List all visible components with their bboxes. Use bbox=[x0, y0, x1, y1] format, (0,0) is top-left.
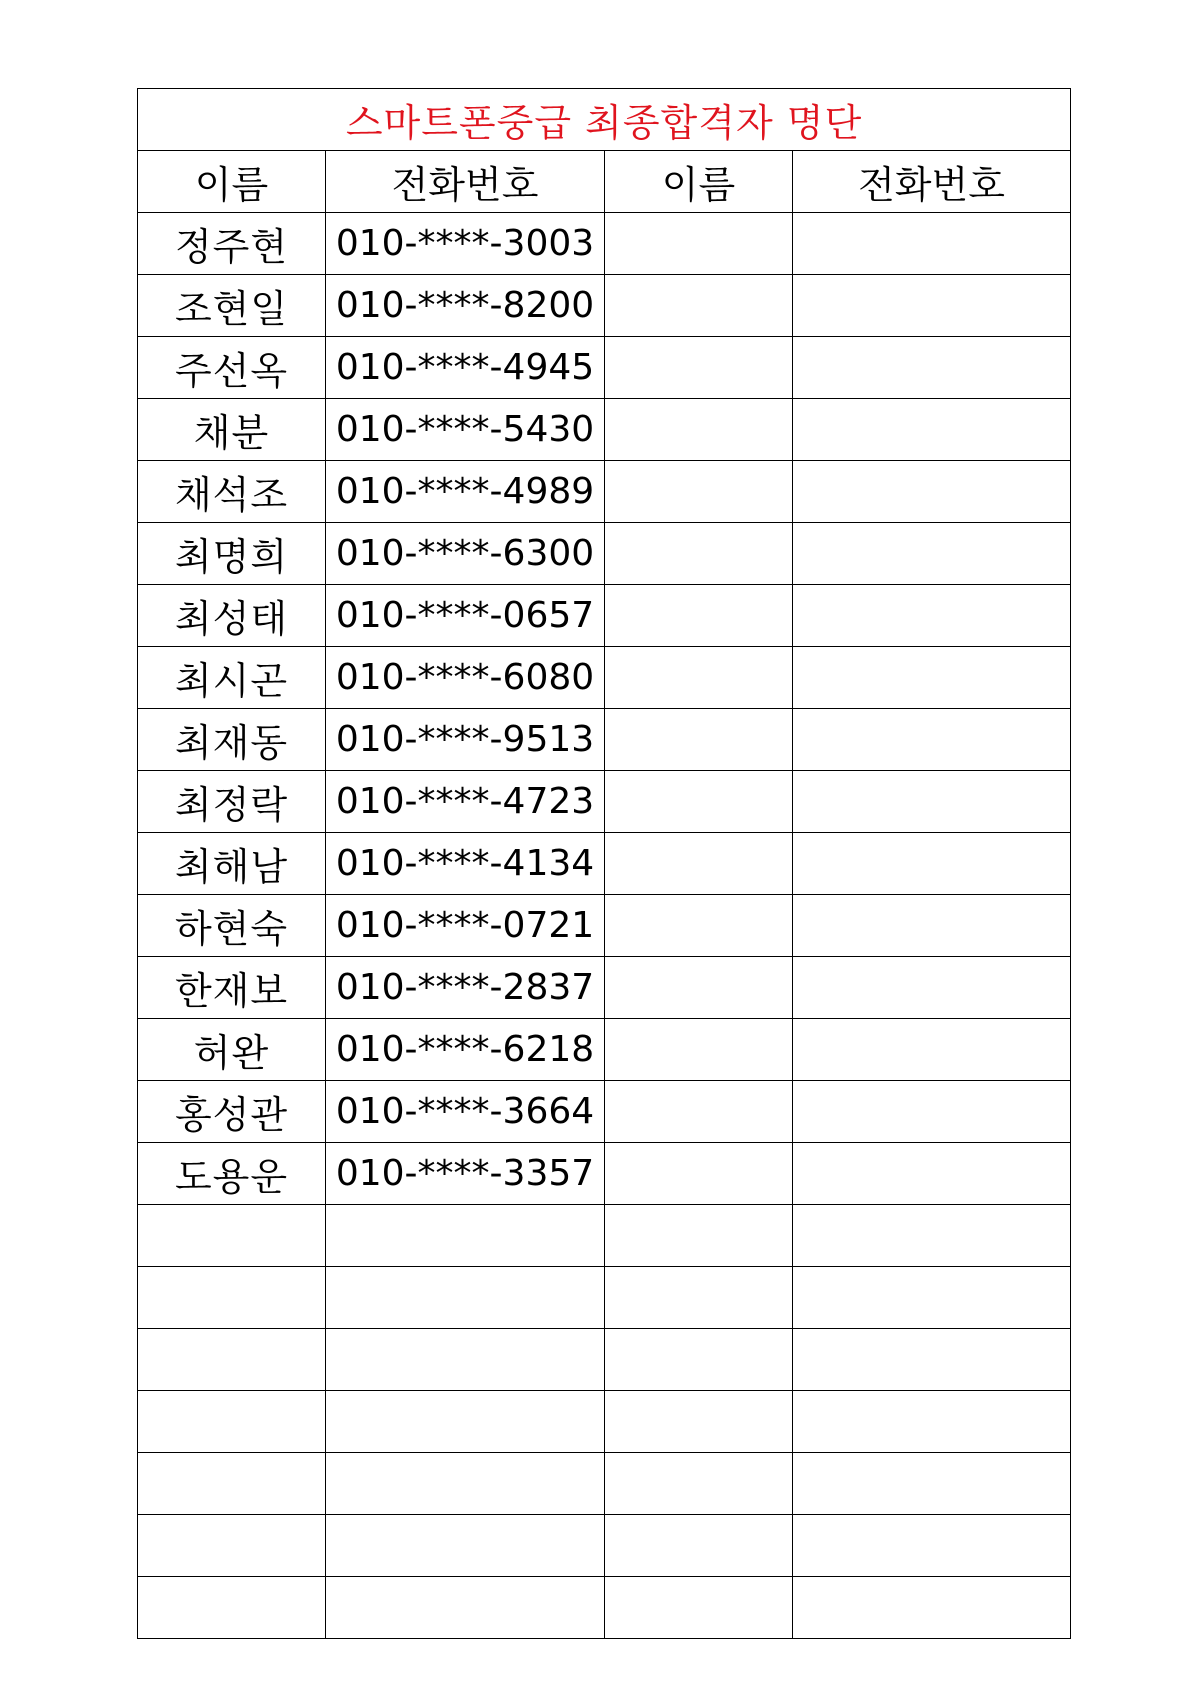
empty-name-cell bbox=[605, 771, 793, 833]
name-cell: 최시곤 bbox=[138, 647, 326, 709]
table-row bbox=[138, 275, 1071, 337]
name-cell: 채분 bbox=[138, 399, 326, 461]
empty-cell bbox=[138, 1329, 326, 1391]
empty-cell bbox=[793, 1515, 1071, 1577]
title-row bbox=[138, 89, 1071, 151]
empty-phone-cell bbox=[793, 709, 1071, 771]
empty-row bbox=[138, 1329, 1071, 1391]
name-cell: 홍성관 bbox=[138, 1081, 326, 1143]
phone-cell: 010-****-4989 bbox=[326, 461, 605, 523]
table-row bbox=[138, 1081, 1071, 1143]
roster-table bbox=[137, 88, 1071, 1639]
name-cell: 채석조 bbox=[138, 461, 326, 523]
empty-row bbox=[138, 1391, 1071, 1453]
empty-cell bbox=[326, 1267, 605, 1329]
empty-name-cell bbox=[605, 337, 793, 399]
empty-name-cell bbox=[605, 275, 793, 337]
phone-cell: 010-****-4945 bbox=[326, 337, 605, 399]
empty-name-cell bbox=[605, 647, 793, 709]
name-cell: 한재보 bbox=[138, 957, 326, 1019]
phone-cell: 010-****-2837 bbox=[326, 957, 605, 1019]
roster-body bbox=[138, 213, 1071, 1639]
empty-phone-cell bbox=[793, 895, 1071, 957]
table-row bbox=[138, 461, 1071, 523]
header-row bbox=[138, 151, 1071, 213]
phone-cell: 010-****-0721 bbox=[326, 895, 605, 957]
name-cell: 도용운 bbox=[138, 1143, 326, 1205]
phone-cell: 010-****-3664 bbox=[326, 1081, 605, 1143]
empty-name-cell bbox=[605, 461, 793, 523]
empty-phone-cell bbox=[793, 399, 1071, 461]
phone-cell: 010-****-6080 bbox=[326, 647, 605, 709]
empty-name-cell bbox=[605, 895, 793, 957]
empty-cell bbox=[326, 1391, 605, 1453]
empty-cell bbox=[326, 1205, 605, 1267]
phone-cell: 010-****-8200 bbox=[326, 275, 605, 337]
empty-row bbox=[138, 1267, 1071, 1329]
empty-name-cell bbox=[605, 585, 793, 647]
empty-name-cell bbox=[605, 1143, 793, 1205]
empty-cell bbox=[605, 1267, 793, 1329]
empty-phone-cell bbox=[793, 213, 1071, 275]
empty-phone-cell bbox=[793, 275, 1071, 337]
table-row bbox=[138, 585, 1071, 647]
phone-cell: 010-****-6218 bbox=[326, 1019, 605, 1081]
empty-cell bbox=[605, 1577, 793, 1639]
empty-row bbox=[138, 1205, 1071, 1267]
empty-row bbox=[138, 1515, 1071, 1577]
table-title: 스마트폰중급 최종합격자 명단 bbox=[138, 89, 1071, 151]
name-cell: 주선옥 bbox=[138, 337, 326, 399]
header-phone-left: 전화번호 bbox=[326, 151, 605, 213]
name-cell: 최재동 bbox=[138, 709, 326, 771]
table-row bbox=[138, 957, 1071, 1019]
empty-cell bbox=[605, 1515, 793, 1577]
empty-name-cell bbox=[605, 1019, 793, 1081]
phone-cell: 010-****-6300 bbox=[326, 523, 605, 585]
phone-cell: 010-****-0657 bbox=[326, 585, 605, 647]
header-name-right: 이름 bbox=[605, 151, 793, 213]
empty-name-cell bbox=[605, 709, 793, 771]
empty-cell bbox=[605, 1205, 793, 1267]
table-row bbox=[138, 399, 1071, 461]
empty-name-cell bbox=[605, 957, 793, 1019]
phone-cell: 010-****-9513 bbox=[326, 709, 605, 771]
name-cell: 최성태 bbox=[138, 585, 326, 647]
roster-sheet bbox=[137, 88, 1070, 1639]
phone-cell: 010-****-4134 bbox=[326, 833, 605, 895]
name-cell: 허완 bbox=[138, 1019, 326, 1081]
name-cell: 조현일 bbox=[138, 275, 326, 337]
table-row bbox=[138, 337, 1071, 399]
empty-cell bbox=[793, 1453, 1071, 1515]
empty-name-cell bbox=[605, 1081, 793, 1143]
empty-cell bbox=[138, 1391, 326, 1453]
empty-cell bbox=[326, 1329, 605, 1391]
empty-cell bbox=[793, 1267, 1071, 1329]
empty-cell bbox=[138, 1577, 326, 1639]
name-cell: 최명희 bbox=[138, 523, 326, 585]
empty-cell bbox=[326, 1453, 605, 1515]
empty-name-cell bbox=[605, 213, 793, 275]
empty-phone-cell bbox=[793, 337, 1071, 399]
empty-cell bbox=[793, 1577, 1071, 1639]
header-phone-right: 전화번호 bbox=[793, 151, 1071, 213]
header-name-left: 이름 bbox=[138, 151, 326, 213]
empty-cell bbox=[138, 1515, 326, 1577]
empty-phone-cell bbox=[793, 771, 1071, 833]
empty-cell bbox=[605, 1329, 793, 1391]
empty-cell bbox=[326, 1577, 605, 1639]
empty-phone-cell bbox=[793, 461, 1071, 523]
name-cell: 정주현 bbox=[138, 213, 326, 275]
empty-cell bbox=[793, 1329, 1071, 1391]
empty-cell bbox=[138, 1453, 326, 1515]
empty-phone-cell bbox=[793, 1081, 1071, 1143]
empty-cell bbox=[605, 1391, 793, 1453]
phone-cell: 010-****-5430 bbox=[326, 399, 605, 461]
table-row bbox=[138, 833, 1071, 895]
table-row bbox=[138, 1019, 1071, 1081]
empty-cell bbox=[138, 1267, 326, 1329]
empty-phone-cell bbox=[793, 647, 1071, 709]
table-row bbox=[138, 1143, 1071, 1205]
empty-row bbox=[138, 1577, 1071, 1639]
name-cell: 최해남 bbox=[138, 833, 326, 895]
empty-cell bbox=[793, 1205, 1071, 1267]
table-row bbox=[138, 647, 1071, 709]
empty-row bbox=[138, 1453, 1071, 1515]
table-row bbox=[138, 895, 1071, 957]
empty-cell bbox=[326, 1515, 605, 1577]
empty-phone-cell bbox=[793, 585, 1071, 647]
table-row bbox=[138, 523, 1071, 585]
table-row bbox=[138, 709, 1071, 771]
empty-phone-cell bbox=[793, 957, 1071, 1019]
empty-cell bbox=[605, 1453, 793, 1515]
empty-phone-cell bbox=[793, 1019, 1071, 1081]
empty-name-cell bbox=[605, 833, 793, 895]
empty-phone-cell bbox=[793, 523, 1071, 585]
empty-name-cell bbox=[605, 399, 793, 461]
empty-name-cell bbox=[605, 523, 793, 585]
phone-cell: 010-****-3003 bbox=[326, 213, 605, 275]
empty-cell bbox=[138, 1205, 326, 1267]
empty-phone-cell bbox=[793, 833, 1071, 895]
table-row bbox=[138, 771, 1071, 833]
phone-cell: 010-****-4723 bbox=[326, 771, 605, 833]
name-cell: 최정락 bbox=[138, 771, 326, 833]
table-row bbox=[138, 213, 1071, 275]
phone-cell: 010-****-3357 bbox=[326, 1143, 605, 1205]
name-cell: 하현숙 bbox=[138, 895, 326, 957]
empty-phone-cell bbox=[793, 1143, 1071, 1205]
empty-cell bbox=[793, 1391, 1071, 1453]
